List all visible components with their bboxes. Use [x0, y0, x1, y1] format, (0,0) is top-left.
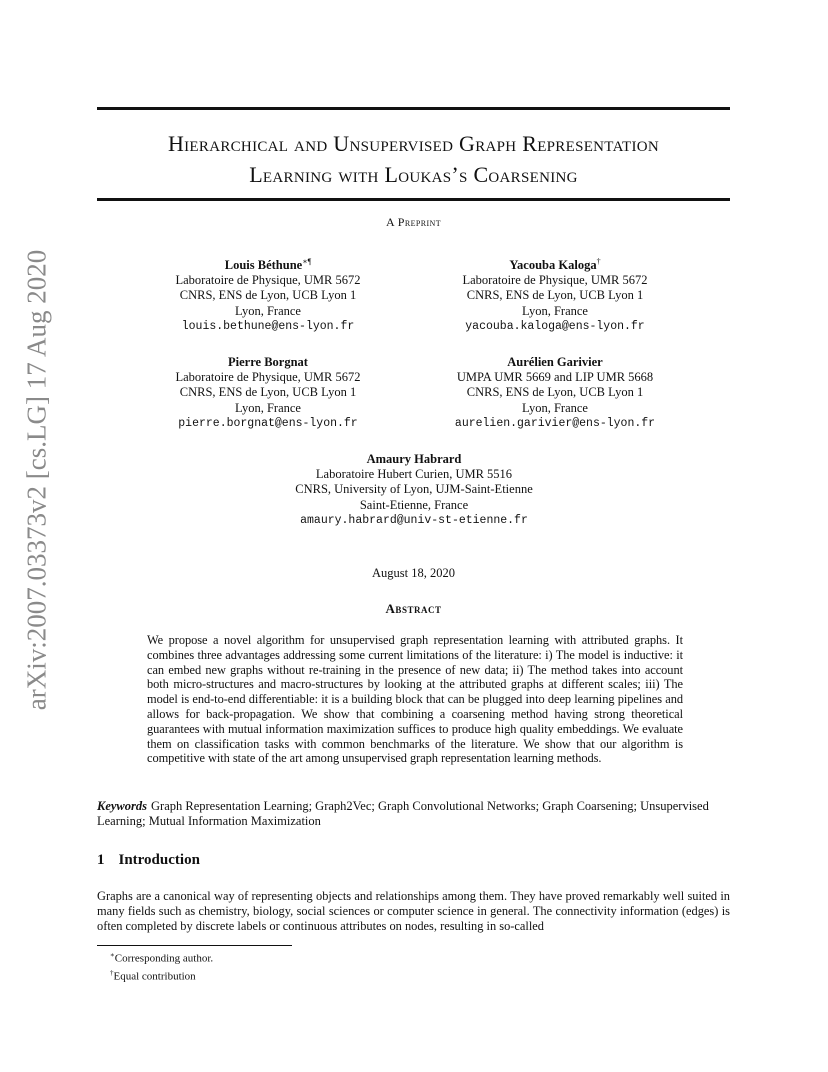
author-name: Aurélien Garivier: [507, 355, 603, 369]
author-block-bethune: [153, 258, 383, 334]
author-email[interactable]: pierre.borgnat@ens-lyon.fr: [178, 416, 358, 430]
paper-title: [97, 128, 730, 190]
author-marks: †: [596, 256, 601, 266]
author-block-garivier: [425, 355, 685, 431]
author-name: Louis Béthune: [224, 258, 303, 272]
footnote-rule: [97, 945, 292, 946]
author-email[interactable]: louis.bethune@ens-lyon.fr: [181, 319, 355, 333]
section-title: Introduction: [118, 852, 200, 868]
author-institution: CNRS, University of Lyon, UJM-Saint-Etienne: [295, 482, 533, 497]
author-affiliation: Laboratoire de Physique, UMR 5672: [462, 273, 648, 288]
author-institution: CNRS, ENS de Lyon, UCB Lyon 1: [466, 385, 644, 400]
section-heading-introduction: [97, 852, 200, 869]
title-line-1: Hierarchical and Unsupervised Graph Representation: [167, 131, 660, 156]
arxiv-identifier-stamp: arXiv:2007.03373v2 [cs.LG] 17 Aug 2020: [21, 249, 52, 711]
title-line-2: Learning with Loukas’s Coarsening: [249, 162, 578, 187]
author-name: Amaury Habrard: [366, 452, 462, 466]
author-institution: CNRS, ENS de Lyon, UCB Lyon 1: [466, 288, 644, 303]
section-number: 1: [97, 852, 105, 868]
author-location: Lyon, France: [522, 400, 588, 415]
author-affiliation: Laboratoire de Physique, UMR 5672: [175, 370, 361, 385]
author-affiliation: UMPA UMR 5669 and LIP UMR 5668: [456, 370, 654, 385]
publication-date: August 18, 2020: [372, 566, 455, 580]
footnotes: [110, 948, 213, 984]
author-name: Yacouba Kaloga: [509, 258, 597, 272]
author-email[interactable]: yacouba.kaloga@ens-lyon.fr: [465, 319, 645, 333]
footnote-text: Equal contribution: [113, 970, 196, 983]
author-email[interactable]: amaury.habrard@univ-st-etienne.fr: [300, 513, 528, 527]
author-location: Lyon, France: [235, 303, 301, 318]
footnote-mark: ∗: [110, 951, 115, 959]
abstract-text: We propose a novel algorithm for unsupervised graph representation learning with attributed graphs. It combines three advantages addressing some current limitations of the literature: i) The model is inductive: it can embed new graphs without re-training in the presence of new data; ii) The method takes into account both micro-structures and macro-structures by looking at the attributed graphs at different scales; iii) The model is end-to-end differentiable: it is a building block that can be plugged into deep learning pipelines and allows for back-propagation. We show that combining a coarsening method having strong theoretical guarantees with mutual information maximization suffices to produce high quality embeddings. We evaluate them on classification tasks with common benchmarks of the literature. We show that our algorithm is competitive with state of the art among unsupervised graph representation learning methods.: [147, 633, 683, 766]
title-bottom-rule: [97, 198, 730, 201]
footnote-item: [110, 948, 213, 966]
author-block-habrard: [264, 452, 564, 528]
keywords-label: Keywords: [97, 799, 147, 813]
footnote-mark: †: [110, 969, 114, 978]
preprint-label: A Preprint: [385, 215, 441, 229]
footnote-text: Corresponding author.: [114, 952, 214, 965]
author-affiliation: Laboratoire de Physique, UMR 5672: [175, 273, 361, 288]
author-name: Pierre Borgnat: [228, 355, 308, 369]
author-block-borgnat: [153, 355, 383, 431]
abstract-heading: Abstract: [385, 601, 442, 616]
author-block-kaloga: [435, 258, 675, 334]
author-location: Lyon, France: [522, 303, 588, 318]
introduction-paragraph: Graphs are a canonical way of representing objects and relationships among them. They have proved remarkably well suited in many fields such as chemistry, biology, social sciences or computer science in general. The connectivity information (edges) is often completed by discrete labels or continuous attributes on nodes, resulting in so-called: [97, 889, 730, 934]
keywords-text: Graph Representation Learning; Graph2Vec; Graph Convolutional Networks; Graph Coarsening; Unsupervised Learning; Mutual Information Maximization: [97, 799, 709, 828]
author-institution: CNRS, ENS de Lyon, UCB Lyon 1: [179, 288, 357, 303]
author-location: Lyon, France: [235, 400, 301, 415]
title-top-rule: [97, 107, 730, 110]
author-location: Saint-Etienne, France: [359, 497, 469, 512]
keywords-block: [97, 799, 730, 829]
author-marks: ∗¶: [302, 256, 312, 266]
author-email[interactable]: aurelien.garivier@ens-lyon.fr: [454, 416, 656, 430]
author-institution: CNRS, ENS de Lyon, UCB Lyon 1: [179, 385, 357, 400]
author-affiliation: Laboratoire Hubert Curien, UMR 5516: [315, 467, 513, 482]
footnote-item: [110, 966, 213, 984]
